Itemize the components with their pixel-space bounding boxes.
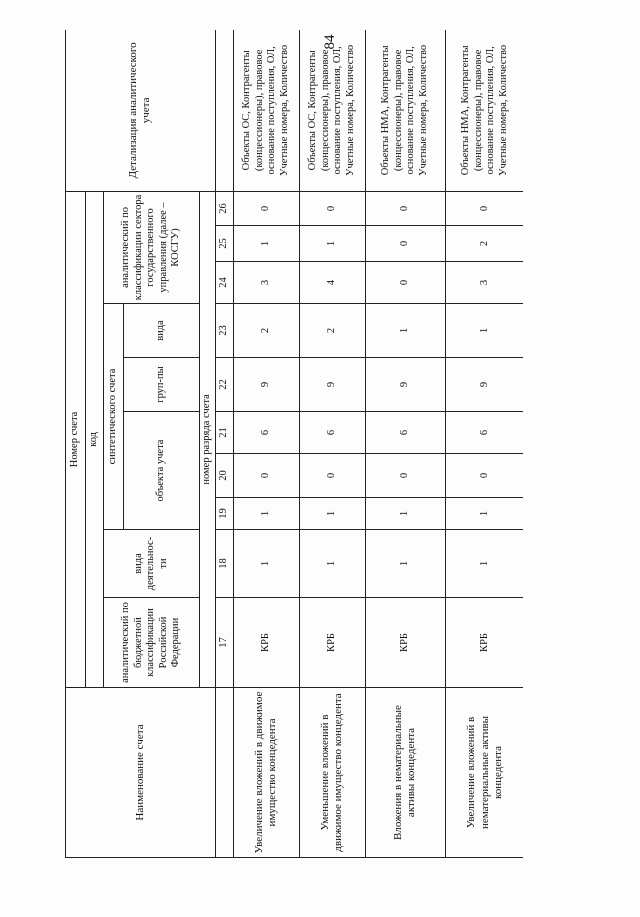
row-name: Вложения в нематериальные активы концедента <box>365 688 445 858</box>
row-name: Увеличение вложений в нематериальные активы концедента <box>445 688 523 858</box>
row-cell: 1 <box>233 498 299 530</box>
row-cell: 9 <box>233 358 299 412</box>
row-cell: 2 <box>299 304 365 358</box>
digit-label: 24 <box>215 262 233 304</box>
row-cell: 1 <box>365 530 445 598</box>
row-cell: 2 <box>233 304 299 358</box>
header-analytic-budget: аналитический по бюджетной классификации Российской Федерации <box>104 598 200 688</box>
header-blank-detail <box>215 30 233 191</box>
row-detail: Объекты НМА, Контрагенты (концессионеры), правовое основание поступления, ОЛ, Учетные номера, Количество <box>365 30 445 191</box>
row-cell: 0 <box>299 454 365 498</box>
header-object: объекта учета <box>124 412 200 530</box>
row-cell: 1 <box>445 530 523 598</box>
row-cell: 1 <box>299 498 365 530</box>
row-cell: 1 <box>445 304 523 358</box>
row-cell: КРБ <box>365 598 445 688</box>
row-cell: 1 <box>299 530 365 598</box>
header-activity-type: вида деятельнос-ти <box>104 530 200 598</box>
account-table <box>65 30 523 858</box>
row-cell: 1 <box>233 530 299 598</box>
digit-label: 20 <box>215 454 233 498</box>
digit-label: 21 <box>215 412 233 454</box>
row-cell: 0 <box>365 226 445 262</box>
digit-label: 19 <box>215 498 233 530</box>
row-cell: 6 <box>299 412 365 454</box>
row-cell: 2 <box>445 226 523 262</box>
row-cell: 1 <box>365 498 445 530</box>
row-name: Увеличение вложений в движимое имущество концедента <box>233 688 299 858</box>
row-cell: 6 <box>233 412 299 454</box>
table-row <box>365 30 445 858</box>
row-cell: 0 <box>299 191 365 225</box>
header-account-number: Номер счета <box>66 191 86 687</box>
header-account-name: Наименование счета <box>66 688 216 858</box>
header-digit-number: номер разряда счета <box>200 191 216 687</box>
row-cell: 1 <box>233 226 299 262</box>
row-cell: 9 <box>445 358 523 412</box>
table-row <box>445 30 523 858</box>
row-cell: 0 <box>445 191 523 225</box>
header-synthetic: синтетического счета <box>104 304 124 530</box>
row-cell: 0 <box>365 454 445 498</box>
row-detail: Объекты ОС, Контрагенты (концессионеры), правовое основание поступления, ОЛ, Учетные номера, Количество <box>233 30 299 191</box>
row-cell: 1 <box>365 304 445 358</box>
row-cell: 0 <box>365 262 445 304</box>
row-cell: 0 <box>445 454 523 498</box>
row-cell: КРБ <box>299 598 365 688</box>
row-name: Уменьшение вложений в движимое имущество концедента <box>299 688 365 858</box>
digit-label: 23 <box>215 304 233 358</box>
row-cell: КРБ <box>233 598 299 688</box>
row-cell: 6 <box>445 412 523 454</box>
page-number: 84 <box>322 34 338 50</box>
digit-label: 25 <box>215 226 233 262</box>
header-code: код <box>86 191 104 687</box>
header-blank-name <box>215 688 233 858</box>
row-cell: 0 <box>233 191 299 225</box>
row-cell: 9 <box>299 358 365 412</box>
row-detail: Объекты НМА, Контрагенты (концессионеры), правовое основание поступления, ОЛ, Учетные номера, Количество <box>445 30 523 191</box>
digit-label: 17 <box>215 598 233 688</box>
digit-label: 18 <box>215 530 233 598</box>
header-detail: Детализация аналитического учета <box>66 30 216 191</box>
row-cell: 1 <box>445 498 523 530</box>
table-row <box>233 30 299 858</box>
row-cell: КРБ <box>445 598 523 688</box>
row-cell: 1 <box>299 226 365 262</box>
row-cell: 0 <box>233 454 299 498</box>
row-detail: Объекты ОС, Контрагенты (концессионеры), правовое основание поступления, ОЛ, Учетные номера, Количество <box>299 30 365 191</box>
digit-label: 22 <box>215 358 233 412</box>
digit-label: 26 <box>215 191 233 225</box>
table-row <box>299 30 365 858</box>
table-viewport <box>65 30 523 858</box>
row-cell: 3 <box>233 262 299 304</box>
header-kind: вида <box>124 304 200 358</box>
header-group: груп-пы <box>124 358 200 412</box>
header-analytic-kosgu: аналитический по классификации сектора государственного управления (далее – КОСГУ) <box>104 191 200 303</box>
row-cell: 4 <box>299 262 365 304</box>
row-cell: 6 <box>365 412 445 454</box>
row-cell: 0 <box>365 191 445 225</box>
row-cell: 3 <box>445 262 523 304</box>
row-cell: 9 <box>365 358 445 412</box>
